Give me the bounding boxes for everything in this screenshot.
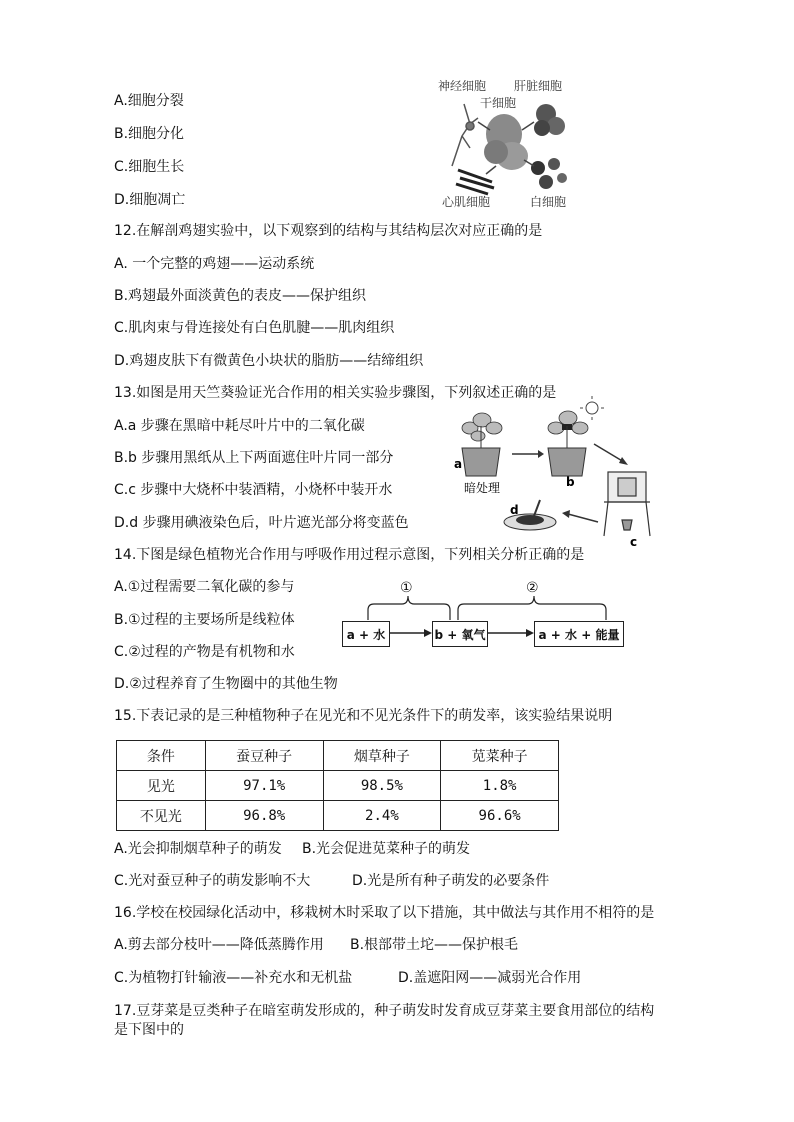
table-header-cell: 条件 xyxy=(117,741,206,771)
q16-option-b: B.根部带土坨——保护根毛 xyxy=(350,937,519,953)
white-blood-cell-shape xyxy=(531,158,567,189)
plant-a-shape xyxy=(462,413,502,476)
q15-option-b: B.光会促进苋菜种子的萌发 xyxy=(302,841,471,857)
white-cell-label: 白细胞 xyxy=(530,195,567,209)
table-header-row xyxy=(117,741,559,771)
table-cell: 96.6% xyxy=(441,801,559,831)
label-b: b xyxy=(566,475,575,489)
liver-cell-shape xyxy=(534,104,565,136)
q11-option-d: D.细胞凋亡 xyxy=(114,192,186,208)
q14-option-d: D.②过程养育了生物圈中的其他生物 xyxy=(114,676,338,692)
table-cell: 1.8% xyxy=(441,771,559,801)
q14-option-b: B.①过程的主要场所是线粒体 xyxy=(114,612,295,628)
q12-stem: 12.在解剖鸡翅实验中，以下观察到的结构与其结构层次对应正确的是 xyxy=(114,223,543,239)
q14-option-c: C.②过程的产物是有机物和水 xyxy=(114,644,295,660)
photosynthesis-respiration-diagram xyxy=(338,580,628,650)
nerve-cell-label: 神经细胞 xyxy=(438,79,487,93)
table-header-cell: 烟草种子 xyxy=(323,741,441,771)
q16-option-d: D.盖遮阳网——减弱光合作用 xyxy=(398,970,582,986)
heart-muscle-shape xyxy=(456,170,494,194)
process-1-label: ① xyxy=(400,580,413,596)
table-cell: 2.4% xyxy=(323,801,441,831)
q12-option-b: B.鸡翅最外面淡黄色的表皮——保护组织 xyxy=(114,288,367,304)
q12-option-a: A. 一个完整的鸡翅——运动系统 xyxy=(114,256,315,272)
q16-stem: 16.学校在校园绿化活动中，移栽树木时采取了以下措施，其中做法与其作用不相符的是 xyxy=(114,905,655,921)
q11-option-a: A.细胞分裂 xyxy=(114,93,184,109)
q11-option-b: B.细胞分化 xyxy=(114,126,185,142)
q14-option-a: A.①过程需要二氧化碳的参与 xyxy=(114,579,295,595)
q15-stem: 15.下表记录的是三种植物种子在见光和不见光条件下的萌发率，该实验结果说明 xyxy=(114,708,613,724)
water-bath-apparatus xyxy=(604,472,650,536)
flow-box-2: b + 氧气 xyxy=(432,621,488,647)
q12-option-d: D.鸡翅皮肤下有微黄色小块状的脂肪——结缔组织 xyxy=(114,353,424,369)
q17-stem-line2: 是下图中的 xyxy=(114,1022,184,1038)
q12-option-c: C.肌肉束与骨连接处有白色肌腱——肌肉组织 xyxy=(114,320,395,336)
label-d: d xyxy=(510,503,519,517)
table-cell: 见光 xyxy=(117,771,206,801)
label-c: c xyxy=(630,535,638,546)
q15-option-c: C.光对蚕豆种子的萌发影响不大 xyxy=(114,873,311,889)
q16-option-c: C.为植物打针输液——补充水和无机盐 xyxy=(114,970,353,986)
table-row xyxy=(117,801,559,831)
flow-box-3: a + 水 + 能量 xyxy=(534,621,624,647)
stem-cell-cluster xyxy=(484,114,528,170)
heart-cell-label: 心肌细胞 xyxy=(442,195,491,209)
process-2-label: ② xyxy=(526,580,539,596)
q13-option-a: A.a 步骤在黑暗中耗尽叶片中的二氧化碳 xyxy=(114,418,365,434)
label-a: a xyxy=(454,457,463,471)
table-cell: 不见光 xyxy=(117,801,206,831)
stem-cell-label: 干细胞 xyxy=(480,96,517,110)
cell-differentiation-figure xyxy=(434,74,584,214)
table-cell: 97.1% xyxy=(205,771,323,801)
table-cell: 96.8% xyxy=(205,801,323,831)
sun-icon xyxy=(580,396,604,420)
table-header-cell: 蚕豆种子 xyxy=(205,741,323,771)
liver-cell-label: 肝脏细胞 xyxy=(514,79,563,93)
q15-option-d: D.光是所有种子萌发的必要条件 xyxy=(352,873,550,889)
q17-stem-line1: 17.豆芽菜是豆类种子在暗室萌发形成的，种子萌发时发育成豆芽菜主要食用部位的结构 xyxy=(114,1003,655,1019)
q15-option-a: A.光会抑制烟草种子的萌发 xyxy=(114,841,282,857)
geranium-experiment-figure xyxy=(448,396,664,546)
q13-stem: 13.如图是用天竺葵验证光合作用的相关实验步骤图，下列叙述正确的是 xyxy=(114,385,557,401)
table-header-cell: 苋菜种子 xyxy=(441,741,559,771)
table-row xyxy=(117,771,559,801)
table-cell: 98.5% xyxy=(323,771,441,801)
nerve-cell-shape xyxy=(452,104,478,166)
q13-option-c: C.c 步骤中大烧杯中装酒精，小烧杯中装开水 xyxy=(114,482,393,498)
q16-option-a: A.剪去部分枝叶——降低蒸腾作用 xyxy=(114,937,324,953)
q14-stem: 14.下图是绿色植物光合作用与呼吸作用过程示意图，下列相关分析正确的是 xyxy=(114,547,585,563)
q13-option-d: D.d 步骤用碘液染色后，叶片遮光部分将变蓝色 xyxy=(114,515,409,531)
q13-option-b: B.b 步骤用黑纸从上下两面遮住叶片同一部分 xyxy=(114,450,394,466)
plant-b-shape xyxy=(548,411,588,476)
germination-table xyxy=(116,740,559,831)
q11-option-c: C.细胞生长 xyxy=(114,159,185,175)
label-dark-treatment: 暗处理 xyxy=(464,481,501,495)
flow-box-1: a + 水 xyxy=(342,621,390,647)
